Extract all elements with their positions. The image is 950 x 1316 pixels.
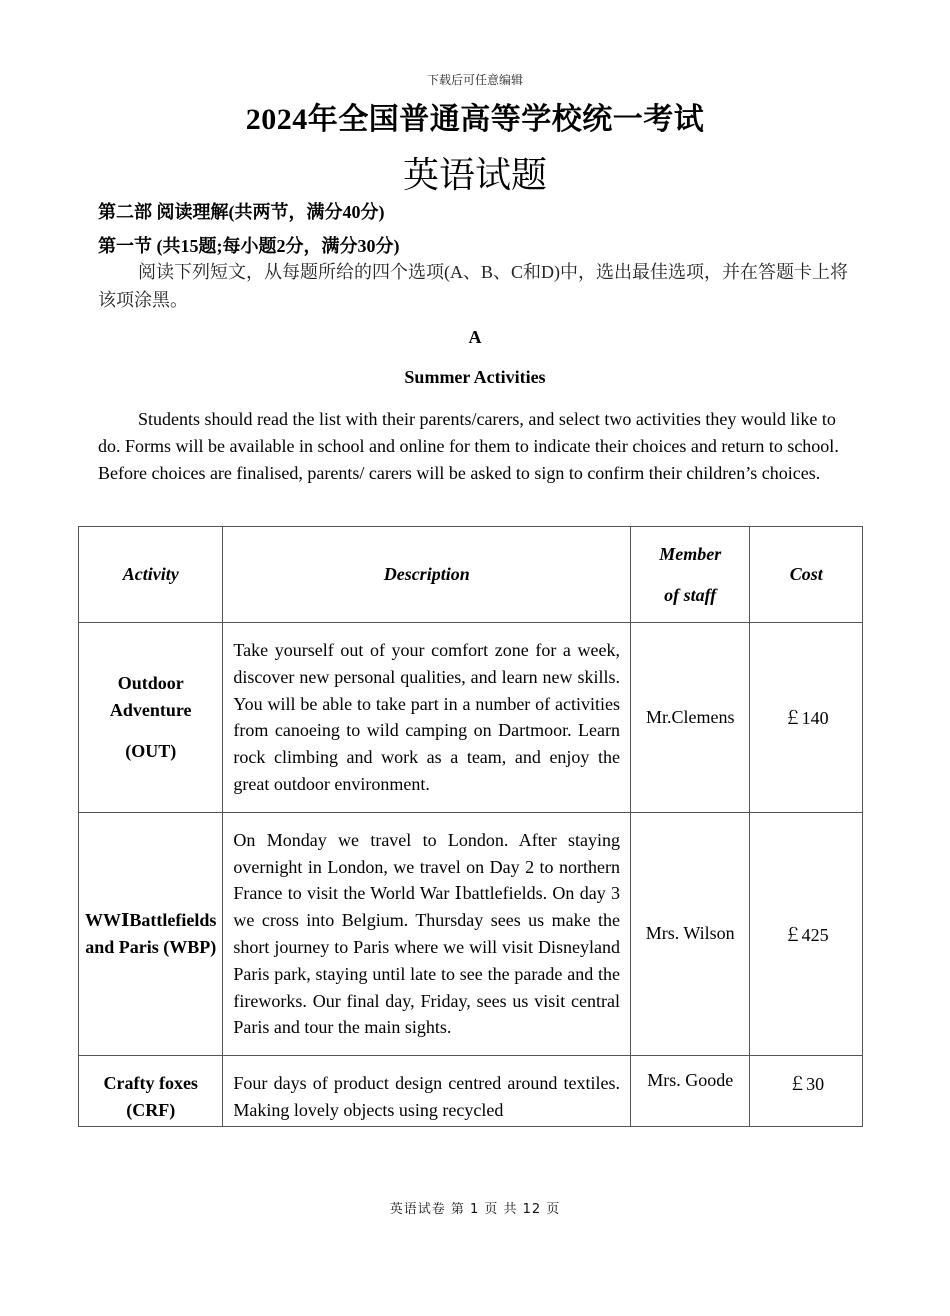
- passage-title: Summer Activities: [404, 367, 546, 387]
- download-note: 下载后可任意编辑: [426, 73, 523, 87]
- passage-intro: Students should read the list with their parents/carers, and select two activities they would like to do. Forms will be available in school and online for them to indicate their choices and return to school. Before choices are finalised, parents/ carers will be asked to sign to confirm their children’s choices.: [98, 409, 839, 483]
- activity-description: On Monday we travel to London. After staying overnight in London, we travel on Day 2 to northern France to visit the World War Ⅰbattlefields. On day 3 we cross into Belgium. Thursday sees us make the short journey to Paris where we will visit Disneyland Paris park, staying until late to see the parade and the fireworks. Our final day, Friday, sees us visit central Paris and tour the main sights.: [223, 812, 631, 1055]
- activity-name: Outdoor Adventure: [109, 672, 192, 720]
- activity-cost: ￡140: [750, 623, 863, 813]
- header-staff-line2: of staff: [664, 584, 717, 605]
- activities-table: [78, 526, 863, 1127]
- activity-name: WWⅠBattlefields and Paris (WBP): [79, 812, 223, 1055]
- table-row: [79, 812, 863, 1055]
- activity-name: Crafty foxes (CRF): [79, 1056, 223, 1127]
- passage-letter: A: [468, 327, 482, 347]
- table-row: [79, 1056, 863, 1127]
- page-footer: 英语试卷 第 1 页 共 12 页: [389, 1202, 561, 1217]
- header-cost: Cost: [750, 527, 863, 623]
- exam-title: 2024年全国普通高等学校统一考试: [245, 103, 705, 136]
- header-staff: [631, 527, 750, 623]
- section-heading: 第一节 (共15题;每小题2分，满分30分): [98, 236, 400, 256]
- table-header-row: [79, 527, 863, 623]
- activity-cost: ￡30: [750, 1056, 863, 1127]
- activity-code: (OUT): [125, 740, 177, 761]
- activity-cost: ￡425: [750, 812, 863, 1055]
- activity-staff: Mrs. Wilson: [631, 812, 750, 1055]
- table-row: [79, 623, 863, 813]
- exam-subtitle: 英语试题: [402, 155, 547, 196]
- header-activity: Activity: [79, 527, 223, 623]
- activity-description: Take yourself out of your comfort zone for a week, discover new personal qualities, and learn new skills. You will be able to take part in a number of activities from canoeing to wild camping on Dartmoor. Learn rock climbing and work as a team, and enjoy the great outdoor environment.: [223, 623, 631, 813]
- activity-staff: Mr.Clemens: [631, 623, 750, 813]
- activity-name-cell: [79, 623, 223, 813]
- header-description: Description: [223, 527, 631, 623]
- header-staff-line1: Member: [659, 543, 722, 564]
- activity-staff: Mrs. Goode: [631, 1056, 750, 1127]
- activity-description: Four days of product design centred around textiles. Making lovely objects using recycled: [223, 1056, 631, 1127]
- part-heading: 第二部 阅读理解(共两节，满分40分): [98, 202, 385, 222]
- instructions: 阅读下列短文，从每题所给的四个选项(A、B、C和D)中，选出最佳选项，并在答题卡上将该项涂黑。: [98, 262, 848, 310]
